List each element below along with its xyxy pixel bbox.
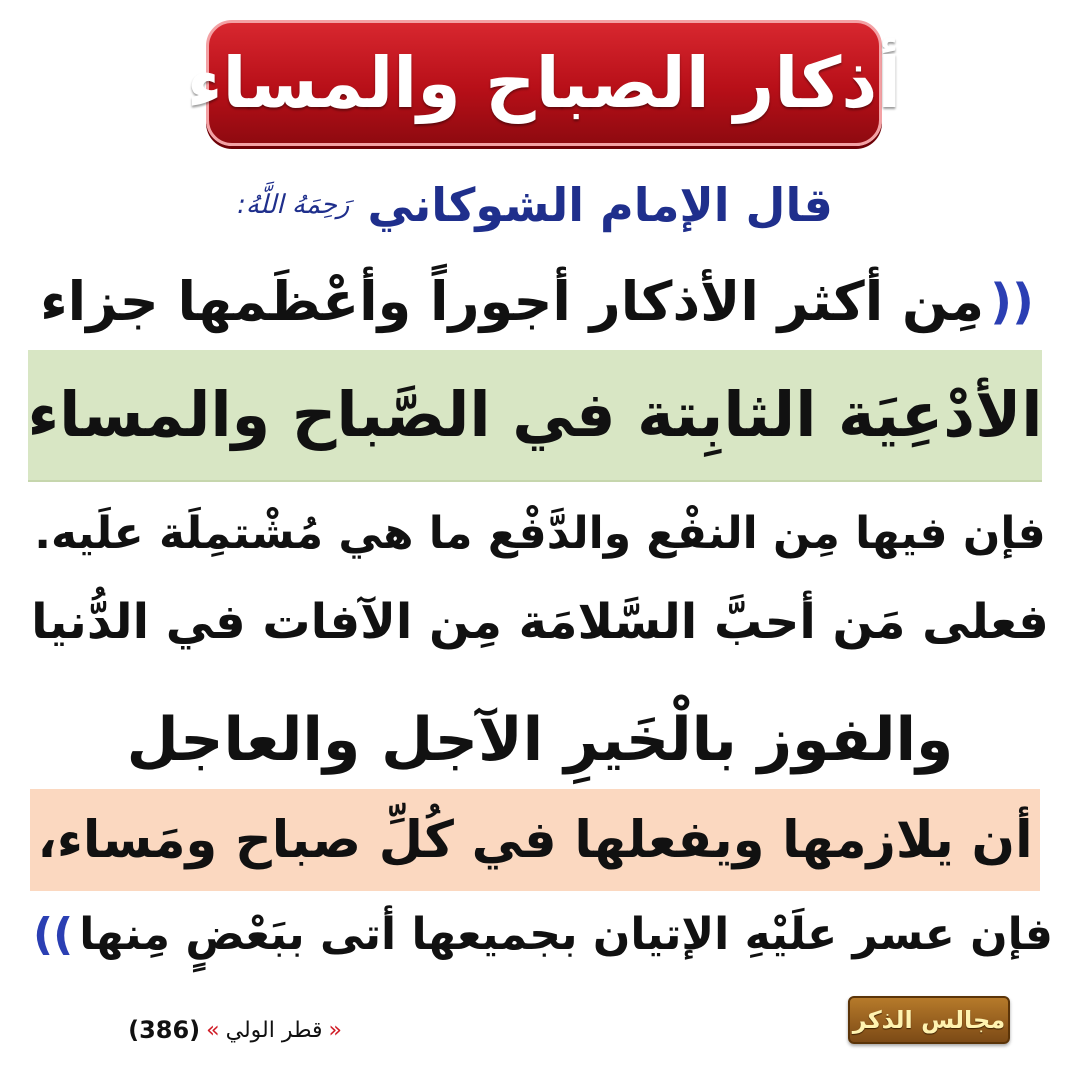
source-open-guillemet: «	[328, 1017, 342, 1043]
source-citation	[42, 1010, 342, 1050]
quote-open-mark: ((	[990, 274, 1034, 330]
quote-line-3	[25, 496, 1055, 572]
quote-line-2-highlighted	[28, 350, 1042, 482]
quote-line-4-text: فعلى مَن أحبَّ السَّلامَة مِن الآفات في الدُّنيا	[31, 594, 1049, 650]
quote-line-6-highlighted	[30, 789, 1040, 891]
logo-text: مجالس الذكر	[852, 1006, 1006, 1034]
quote-close-mark: ))	[33, 909, 74, 960]
quote-line-4	[25, 582, 1055, 662]
attribution-line	[150, 172, 920, 238]
attribution-speaker: قال الإمام الشوكاني	[367, 178, 833, 232]
quote-line-7	[25, 898, 1055, 972]
quote-line-6-text: أن يلازمها ويفعلها في كُلِّ صباح ومَساء،	[37, 810, 1033, 870]
page-title: أذكار الصباح والمساء	[186, 42, 902, 124]
title-banner	[186, 20, 902, 146]
quote-line-3-text: فإن فيها مِن النفْع والدَّفْع ما هي مُشْتمِلَة علَيه.	[34, 508, 1046, 559]
quote-line-1	[25, 262, 1055, 342]
source-close-guillemet: »	[206, 1017, 220, 1043]
quote-line-1-text: مِن أكثر الأذكار أجوراً وأعْظَمها جزاء	[40, 270, 985, 333]
quote-line-2-text: الأدْعِيَة الثابِتة في الصَّباح والمساء	[27, 378, 1043, 451]
quote-line-7-text: فإن عسر علَيْهِ الإتيان بجميعها أتى ببَعْضٍ مِنها	[79, 909, 1053, 960]
source-book-title: قطر الولي	[225, 1017, 323, 1043]
quote-line-5	[25, 694, 1055, 786]
source-page-number: (386)	[128, 1016, 201, 1044]
attribution-prayer: رَحِمَهُ اللَّهُ:	[237, 190, 350, 220]
quote-line-5-text: والفوز بالْخَيرِ الآجل والعاجل	[126, 705, 954, 775]
logo-badge	[848, 996, 1010, 1044]
